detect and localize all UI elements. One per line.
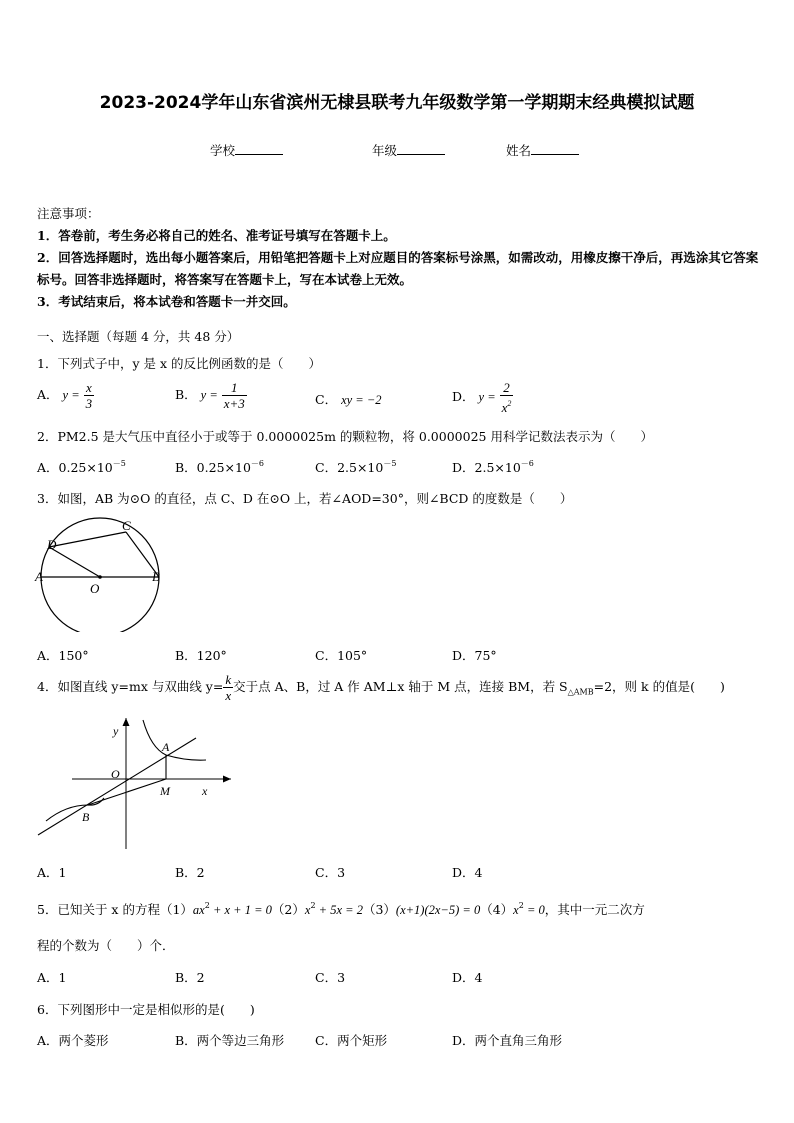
svg-text:x: x <box>202 784 208 798</box>
label-d: D <box>47 537 57 552</box>
option-label: B． <box>175 387 197 402</box>
grade-label: 年级 <box>372 143 398 158</box>
q1-stem: 1．下列式子中，y 是 x 的反比例函数的是（ ） <box>37 356 321 371</box>
q4-option-b: B．2 <box>175 865 205 880</box>
q1-option-a <box>37 380 94 411</box>
q2-option-c: C．$2.5\times 10^{-5}$ <box>315 459 397 475</box>
q5-option-b: B．2 <box>175 970 205 985</box>
page-title: 2023-2024学年山东省滨州无棣县联考九年级数学第一学期期末经典模拟试题 <box>99 93 695 113</box>
school-blank <box>235 142 283 155</box>
q5-stem-continued: 程的个数为（ ）个． <box>37 938 175 953</box>
name-blank <box>531 142 579 155</box>
label-a: A <box>35 569 43 584</box>
grade-field <box>372 141 445 159</box>
q2-option-a: A．$0.25\times 10^{-5}$ <box>37 459 126 475</box>
school-field <box>210 141 283 159</box>
q2-option-d: D．$2.5\times 10^{-6}$ <box>452 459 534 475</box>
q5-option-a: A．1 <box>37 970 67 985</box>
q1-option-c <box>315 390 382 408</box>
label-o: O <box>90 581 100 596</box>
q4-graph-figure <box>36 713 236 853</box>
math-text: y = <box>200 388 218 402</box>
note-item: 2．回答选择题时，选出每小题答案后，用铅笔把答题卡上对应题目的答案标号涂黑，如需改动，用橡皮擦干净后，再选涂其它答案标号。回答非选择题时，将答案写在答题卡上，写在本试卷上无效。 <box>37 250 759 287</box>
math-text: y = <box>478 390 496 404</box>
q3-option-a: A．150° <box>37 648 89 663</box>
segment-od <box>49 547 100 577</box>
q4-option-a: A．1 <box>37 865 67 880</box>
q1-option-b <box>175 380 247 411</box>
option-label: A． <box>37 387 59 402</box>
q5-option-d: D．4 <box>452 970 483 985</box>
q6-option-b: B．两个等边三角形 <box>175 1033 285 1048</box>
center-dot <box>98 575 102 579</box>
q6-option-d: D．两个直角三角形 <box>452 1033 563 1048</box>
q3-option-c: C．105° <box>315 648 368 663</box>
q6-option-a: A．两个菱形 <box>37 1033 109 1048</box>
q3-stem: 3．如图，AB 为⊙O 的直径，点 C、D 在⊙O 上，若∠AOD=30°，则∠BCD 的度数是（ ） <box>37 491 573 506</box>
q2-option-b: B．$0.25\times 10^{-6}$ <box>175 459 264 475</box>
q1-option-d <box>452 380 513 415</box>
circle-o <box>41 518 159 632</box>
notes-heading: 注意事项： <box>37 206 100 221</box>
svg-text:B: B <box>82 810 90 824</box>
q4-option-d: D．4 <box>452 865 483 880</box>
q3-option-d: D．75° <box>452 648 497 663</box>
q5-option-c: C．3 <box>315 970 346 985</box>
section-heading: 一、选择题（每题 4 分，共 48 分） <box>37 329 240 344</box>
label-b: B <box>152 569 160 584</box>
math-text: xy = −2 <box>341 393 382 407</box>
q3-option-b: B．120° <box>175 648 227 663</box>
segment-dc <box>49 532 126 547</box>
q2-stem: 2．PM2.5 是大气压中直径小于或等于 0.0000025m 的颗粒物，将 0.0000025 用科学记数法表示为（ ） <box>37 429 653 444</box>
fraction: $\frac{2}{x^2}$ <box>501 380 512 415</box>
svg-text:A: A <box>162 740 170 754</box>
q3-circle-figure <box>30 512 170 632</box>
q6-option-c: C．两个矩形 <box>315 1033 388 1048</box>
school-label: 学校 <box>210 143 236 158</box>
q4-option-c: C．3 <box>315 865 346 880</box>
note-item: 3．考试结束后，将本试卷和答题卡一并交回。 <box>37 294 296 309</box>
label-c: C <box>122 518 131 533</box>
svg-text:M: M <box>160 784 170 798</box>
q5-stem: 5．已知关于 x 的方程$(1)ax^2 + x + 1 = 0(2)x^2 + 5x = 2(3)(x+1)(2x-5) = 0(4)x^2 = 0$，其中一元二次方 <box>37 901 645 917</box>
notes <box>37 203 759 313</box>
name-label: 姓名 <box>506 143 532 158</box>
name-field <box>506 141 579 159</box>
fraction: $\frac{1}{x+3}$ <box>223 380 245 411</box>
option-label: D． <box>452 389 475 404</box>
math-text: y = <box>62 388 80 402</box>
note-item: 1．答卷前，考生务必将自己的姓名、准考证号填写在答题卡上。 <box>37 228 396 243</box>
svg-text:y: y <box>113 724 119 738</box>
option-label: C． <box>315 392 338 407</box>
fraction: $\frac{x}{3}$ <box>85 380 93 411</box>
grade-blank <box>397 142 445 155</box>
q6-stem: 6．下列图形中一定是相似形的是( ) <box>37 1002 255 1017</box>
svg-text:O: O <box>111 767 120 781</box>
q4-stem: 4．如图直线 y=mx 与双曲线 y= $\frac{k}{x}$ 交于点 A、B，过 A 作 AM⊥x 轴于 M 点，连接 BM，若 $S_{\triangle AMB}=2$，则 k 的值是( ) <box>37 672 725 703</box>
